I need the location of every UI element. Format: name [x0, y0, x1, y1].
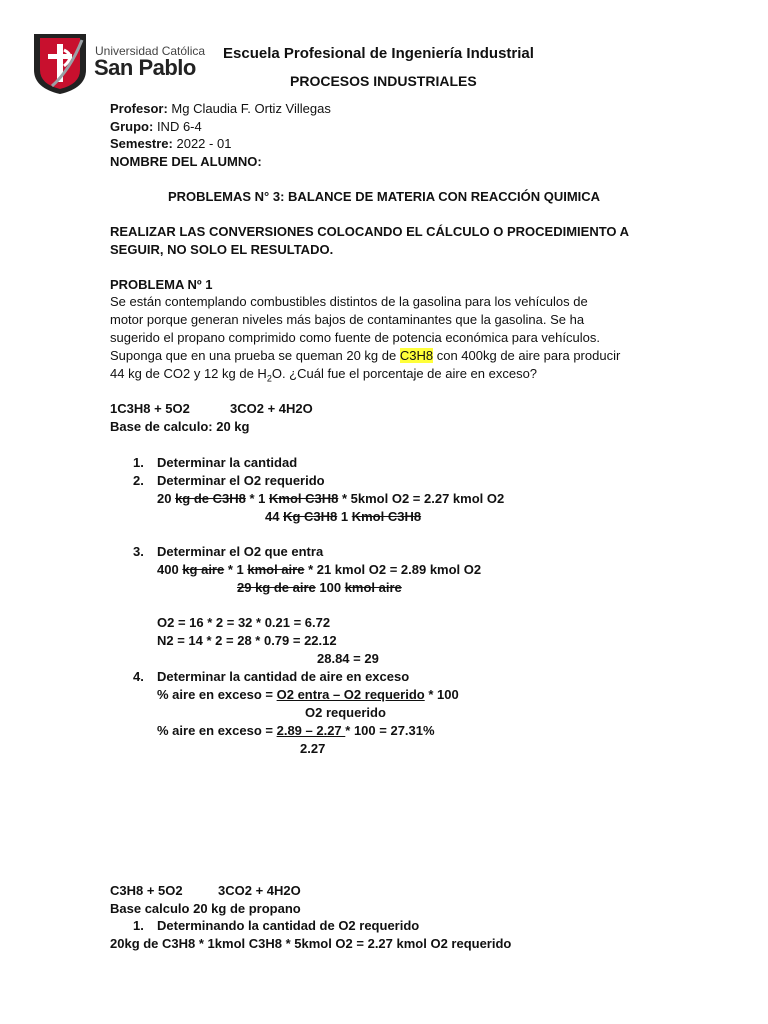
problem-line-1: Se están contemplando combustibles distintos de la gasolina para los vehículos de: [110, 294, 588, 309]
step-3-number: 3.: [133, 544, 144, 559]
instructions-line-2: SEGUIR, NO SOLO EL RESULTADO.: [110, 242, 334, 257]
molar-mass-sum: 28.84 = 29: [317, 651, 379, 666]
calculation-base: Base de calculo: 20 kg: [110, 419, 250, 434]
excess-result: % aire en exceso = 2.89 – 2.27 * 100 = 27.31%: [157, 723, 435, 738]
sol2-step-1-text: Determinando la cantidad de O2 requerido: [157, 918, 420, 933]
sol2-calculation: 20kg de C3H8 * 1kmol C3H8 * 5kmol O2 = 2.27 kmol O2 requerido: [110, 936, 512, 951]
step-1-text: Determinar la cantidad: [157, 455, 298, 470]
university-name: Universidad Católica: [95, 44, 206, 58]
excess-result-denominator: 2.27: [300, 741, 326, 756]
group-line: Grupo: IND 6-4: [110, 119, 202, 134]
school-title: Escuela Profesional de Ingeniería Industrial: [223, 45, 534, 62]
equation-right: 3CO2 + 4H2O: [230, 401, 313, 416]
problem-heading: PROBLEMA Nº 1: [110, 277, 213, 292]
problem-line-3: sugerido el propano comprimido como fuente de potencia económica para vehículos.: [110, 330, 600, 345]
problem-line-5: 44 kg de CO2 y 12 kg de $H_2O$. ¿Cuál fue el porcentaje de aire en exceso?: [110, 366, 538, 384]
problem-line-2: motor porque generan niveles más bajos de contaminantes que la gasolina. Se ha: [110, 312, 585, 327]
step-3-denominator: 29 kg de aire 100 kmol aire: [237, 580, 402, 595]
step-2-text: Determinar el O2 requerido: [157, 473, 325, 488]
excess-formula: % aire en exceso = O2 entra – O2 requerido * 100: [157, 687, 459, 702]
step-4-text: Determinar la cantidad de aire en exceso: [157, 669, 410, 684]
step-3-numerator: 400 kg aire * 1 kmol aire * 21 kmol O2 = 2.89 kmol O2: [157, 562, 482, 577]
university-logo: [30, 30, 90, 96]
step-2-numerator: 20 kg de C3H8 * 1 Kmol C3H8 * 5kmol O2 = 2.27 kmol O2: [157, 491, 505, 506]
o2-calc: O2 = 16 * 2 = 32 * 0.21 = 6.72: [157, 615, 331, 630]
professor-line: Profesor: Mg Claudia F. Ortiz Villegas: [110, 101, 331, 116]
excess-formula-denominator: O2 requerido: [305, 705, 386, 720]
semester-line: Semestre: 2022 - 01: [110, 136, 232, 151]
equation-left: 1C3H8 + 5O2: [110, 401, 190, 416]
university-brand: San Pablo: [94, 55, 196, 80]
n2-calc: N2 = 14 * 2 = 28 * 0.79 = 22.12: [157, 633, 337, 648]
step-3-text: Determinar el O2 que entra: [157, 544, 324, 559]
highlighted-propane: C3H8: [399, 348, 434, 363]
calculation-base-2: Base calculo 20 kg de propano: [110, 901, 301, 916]
problems-title: PROBLEMAS N° 3: BALANCE DE MATERIA CON REACCIÓN QUIMICA: [168, 189, 601, 204]
step-2-denominator: 44 Kg C3H8 1 Kmol C3H8: [265, 509, 422, 524]
problem-line-4: Suponga que en una prueba se queman 20 kg de C3H8 con 400kg de aire para producir: [110, 348, 621, 363]
instructions-line-1: REALIZAR LAS CONVERSIONES COLOCANDO EL CÁLCULO O PROCEDIMIENTO A: [110, 224, 630, 239]
step-4-number: 4.: [133, 669, 144, 684]
course-title: PROCESOS INDUSTRIALES: [290, 73, 477, 89]
step-2-number: 2.: [133, 473, 144, 488]
student-name-label: NOMBRE DEL ALUMNO:: [110, 154, 262, 169]
sol2-step-1-number: 1.: [133, 918, 144, 933]
equation2-right: 3CO2 + 4H2O: [218, 883, 301, 898]
step-1-number: 1.: [133, 455, 144, 470]
equation2-left: C3H8 + 5O2: [110, 883, 183, 898]
